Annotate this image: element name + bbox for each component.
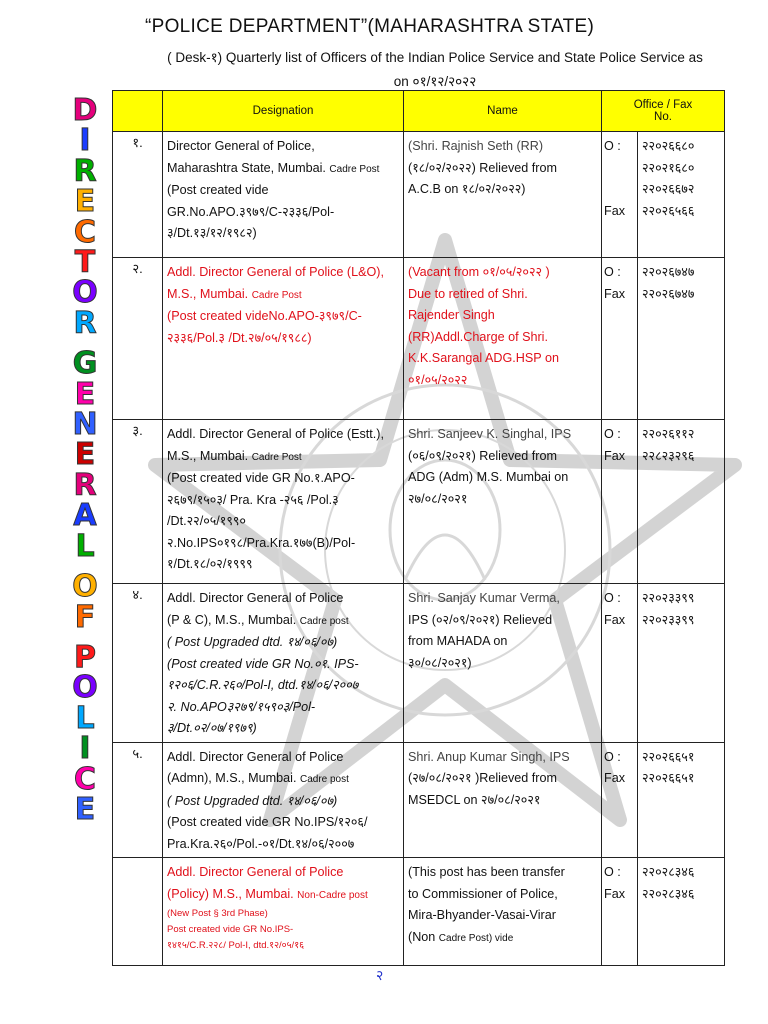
name-cell <box>404 420 602 584</box>
phone-number: २२०२६७४७ <box>642 286 695 301</box>
phone-numbers <box>638 420 725 584</box>
header-name: Name <box>404 91 602 132</box>
designation-line: (Post created vide <box>167 183 269 197</box>
designation-line: (Post created vide GR No.IPS/१२०६/ <box>167 815 368 829</box>
officers-table <box>112 90 725 966</box>
header-office-fax-line1: Office / Fax <box>633 99 693 111</box>
name-line: Rajender Singh <box>408 308 495 322</box>
office-label: O : <box>604 427 621 441</box>
fax-label: Fax <box>604 203 625 218</box>
designation-line: M.S., Mumbai. Cadre Post <box>167 448 302 463</box>
office-fax-labels <box>602 132 638 258</box>
office-fax-labels <box>602 742 638 858</box>
phone-number: २२०२६६८० <box>642 139 695 153</box>
designation-line: (Admn), M.S., Mumbai. Cadre post <box>167 771 349 785</box>
side-title-letter: A <box>73 498 97 534</box>
phone-number: २२०२६६५१ <box>642 771 695 785</box>
document-title: “POLICE DEPARTMENT”(MAHARASHTRA STATE) <box>145 16 595 37</box>
name-line: ADG (Adm) M.S. Mumbai on <box>408 470 569 484</box>
name-line: A.C.B on १८/०२/२०२२) <box>408 182 526 196</box>
name-line: (This post has been transfer <box>408 865 565 879</box>
side-title-letter: T <box>74 245 96 281</box>
designation-line: Addl. Director General of Police <box>167 749 344 764</box>
phone-numbers <box>638 132 725 258</box>
phone-number: २२०२३३९९ <box>642 612 695 627</box>
office-label: O : <box>604 749 621 764</box>
side-title-letter: R <box>73 153 97 189</box>
side-title-director-general-of-police <box>62 93 108 827</box>
designation-line: (Post created vide GR No.०१. IPS- <box>167 656 359 671</box>
side-title-letter: O <box>72 670 98 706</box>
name-line: Due to retired of Shri. <box>408 286 528 301</box>
table-row <box>113 132 725 258</box>
row-number <box>113 858 163 966</box>
office-fax-labels <box>602 258 638 420</box>
table-header-row <box>113 91 725 132</box>
designation-cell <box>163 420 404 584</box>
side-title-letter: R <box>73 305 97 341</box>
designation-line: Post created vide GR No.IPS- <box>167 924 294 935</box>
designation-line: Addl. Director General of Police (L&O), <box>167 265 384 279</box>
subtitle-line-1: ( Desk-१) Quarterly list of Officers of the Indian Police Service and State Police Service as <box>167 50 703 65</box>
designation-line: Addl. Director General of Police <box>167 865 344 879</box>
name-cell <box>404 584 602 743</box>
name-line: IPS (०२/०९/२०२१) Relieved <box>408 612 553 627</box>
document-subtitle <box>150 46 720 94</box>
designation-line: /Dt.२२/०५/१९९० <box>167 514 246 528</box>
designation-line: Director General of Police, <box>167 139 315 153</box>
name-line: (Shri. Rajnish Seth (RR) <box>408 139 544 153</box>
office-fax-labels <box>602 584 638 743</box>
table-row <box>113 258 725 420</box>
phone-numbers <box>638 584 725 743</box>
name-line: (१८/०२/२०२२) Relieved from <box>408 160 557 175</box>
designation-line: (P & C), M.S., Mumbai. Cadre post <box>167 612 349 627</box>
designation-line: Pra.Kra.२६०/Pol.-०१/Dt.१४/०६/२००७ <box>167 836 355 851</box>
side-title-letter: E <box>74 437 96 473</box>
office-label: O : <box>604 265 621 279</box>
side-title-letter: O <box>72 569 98 605</box>
side-title-letter: G <box>72 346 98 382</box>
side-title-letter: F <box>74 599 96 635</box>
name-line: ३०/०८/२०२१) <box>408 655 472 670</box>
row-number: ५. <box>113 742 163 858</box>
office-label: O : <box>604 139 621 153</box>
designation-cell <box>163 258 404 420</box>
side-title-letter: P <box>74 639 96 675</box>
name-line: K.K.Sarangal ADG.HSP on <box>408 351 559 365</box>
name-line: ०१/०५/२०२२ <box>408 372 468 387</box>
name-line: (०६/०९/२०२१) Relieved from <box>408 448 557 463</box>
side-title-letter: L <box>75 528 95 564</box>
phone-numbers <box>638 858 725 966</box>
name-line: (२७/०८/२०२१ )Relieved from <box>408 771 557 785</box>
designation-line: २३३६/Pol.३ /Dt.२७/०५/१९८८) <box>167 330 312 345</box>
phone-number: २२०२८३४६ <box>642 886 695 901</box>
name-cell <box>404 858 602 966</box>
table-row <box>113 742 725 858</box>
phone-number: २२०२६५६६ <box>642 203 695 218</box>
fax-label: Fax <box>604 612 625 627</box>
page-number: २ <box>376 967 384 983</box>
row-number: २. <box>113 258 163 420</box>
designation-line: (Post created videNo.APO-३९७९/C- <box>167 309 362 323</box>
name-line: MSEDCL on २७/०८/२०२१ <box>408 792 541 807</box>
phone-numbers <box>638 258 725 420</box>
designation-line: ( Post Upgraded dtd. १४/०६/०७) <box>167 635 338 649</box>
designation-line: १४१५/C.R.२२८/ Pol-I, dtd.१२/०५/१६ <box>167 940 305 951</box>
header-num <box>113 91 163 132</box>
designation-line: (New Post § 3rd Phase) <box>167 908 268 919</box>
side-title-letter: N <box>72 407 98 443</box>
phone-number: २२०२६७४७ <box>642 265 695 279</box>
side-title-letter: C <box>73 761 97 797</box>
designation-line: ३/Dt.१३/१२/१९८२) <box>167 226 257 240</box>
designation-line: M.S., Mumbai. Cadre Post <box>167 286 302 301</box>
phone-number: २२०२१६८० <box>642 160 695 175</box>
name-line: (Non Cadre Post) vide <box>408 929 514 944</box>
designation-line: GR.No.APO.३९७९/C-२३३६/Pol- <box>167 204 335 219</box>
table-row <box>113 584 725 743</box>
subtitle-line-2: on ०१/१२/२०२२ <box>393 74 477 89</box>
designation-line: १/Dt.१८/०२/१९९९ <box>167 557 253 571</box>
name-line: (Vacant from ०१/०५/२०२२ ) <box>408 265 550 279</box>
designation-line: (Policy) M.S., Mumbai. Non-Cadre post <box>167 886 368 901</box>
designation-line: २६७९/१५०३/ Pra. Kra -२५६ /Pol.३ <box>167 492 339 507</box>
designation-line: Addl. Director General of Police (Estt.), <box>167 427 384 441</box>
designation-cell <box>163 858 404 966</box>
office-label: O : <box>604 591 621 605</box>
office-label: O : <box>604 865 621 879</box>
name-line: from MAHADA on <box>408 634 508 648</box>
row-number: १. <box>113 132 163 258</box>
fax-label: Fax <box>604 771 625 785</box>
name-line: Shri. Sanjeev K. Singhal, IPS <box>408 427 572 441</box>
office-fax-labels <box>602 858 638 966</box>
designation-line: ( Post Upgraded dtd. १४/०६/०७) <box>167 793 338 808</box>
header-office-fax-line2: No. <box>654 111 672 123</box>
designation-line: (Post created vide GR No.१.APO- <box>167 471 355 485</box>
designation-cell <box>163 132 404 258</box>
name-cell <box>404 742 602 858</box>
name-line: Mira-Bhyander-Vasai-Virar <box>408 908 556 922</box>
phone-number: २२०२६६५१ <box>642 749 695 764</box>
designation-cell <box>163 742 404 858</box>
designation-line: १२०६/C.R.२६०/Pol-I, dtd.१४/०६/२००७ <box>167 678 359 692</box>
phone-number: २२०२८३४६ <box>642 865 695 879</box>
name-line: Shri. Sanjay Kumar Verma, <box>408 591 560 605</box>
name-line: Shri. Anup Kumar Singh, IPS <box>408 749 570 764</box>
name-line: (RR)Addl.Charge of Shri. <box>408 329 548 344</box>
designation-line: २. No.APO३२७९/१५९०३/Pol- <box>167 699 316 714</box>
designation-cell <box>163 584 404 743</box>
row-number: ३. <box>113 420 163 584</box>
header-designation: Designation <box>163 91 404 132</box>
side-title-letter: L <box>75 700 95 736</box>
fax-label: Fax <box>604 286 625 301</box>
side-title-letter: I <box>79 731 91 767</box>
table-row <box>113 858 725 966</box>
side-title-letter: E <box>74 791 96 827</box>
name-cell <box>404 258 602 420</box>
side-title-letter: I <box>79 123 91 159</box>
table-row <box>113 420 725 584</box>
phone-number: २२०२६६७२ <box>642 182 695 196</box>
fax-label: Fax <box>604 448 625 463</box>
designation-line: Maharashtra State, Mumbai. Cadre Post <box>167 160 380 175</box>
phone-number: २२०२३३९९ <box>642 591 695 605</box>
phone-number: २२८२३२९६ <box>642 448 695 463</box>
side-title-letter: D <box>72 93 98 128</box>
name-line: २७/०८/२०२१ <box>408 491 468 506</box>
side-title-letter: C <box>73 214 97 250</box>
side-title-letter: R <box>73 467 97 503</box>
designation-line: ३/Dt.०२/०७/१९७९) <box>167 721 257 735</box>
name-cell <box>404 132 602 258</box>
phone-numbers <box>638 742 725 858</box>
designation-line: २.No.IPS०१९८/Pra.Kra.१७७(B)/Pol- <box>167 535 356 550</box>
designation-line: Addl. Director General of Police <box>167 591 344 605</box>
office-fax-labels <box>602 420 638 584</box>
side-title-letter: E <box>74 184 96 220</box>
side-title-letter: O <box>72 275 98 311</box>
header-office-fax <box>602 91 725 132</box>
side-title-letter: E <box>74 376 96 412</box>
row-number: ४. <box>113 584 163 743</box>
phone-number: २२०२६११२ <box>642 427 695 441</box>
fax-label: Fax <box>604 886 625 901</box>
name-line: to Commissioner of Police, <box>408 886 558 901</box>
